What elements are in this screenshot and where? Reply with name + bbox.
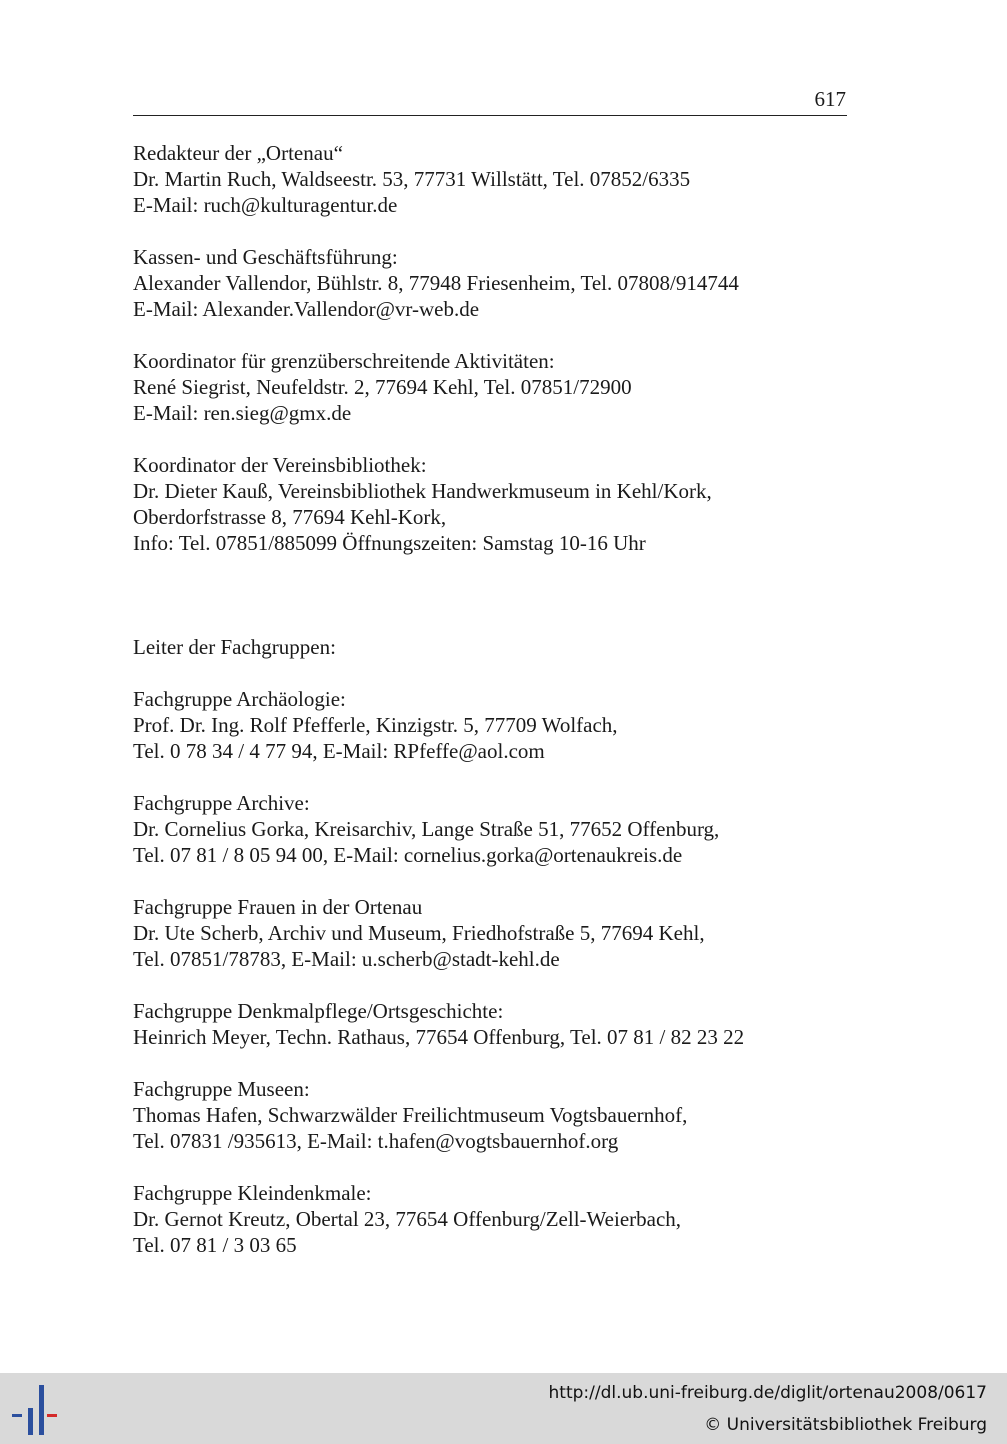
text-line: Tel. 07831 /935613, E-Mail: t.hafen@vogtsbauernhof.org xyxy=(133,1129,619,1153)
contact-block-treasury xyxy=(133,244,853,322)
text-line: E-Mail: ren.sieg@gmx.de xyxy=(133,401,352,425)
text-line: Fachgruppe Frauen in der Ortenau xyxy=(133,895,423,919)
contact-block-women xyxy=(133,894,853,972)
text-line: Fachgruppe Archäologie: xyxy=(133,687,346,711)
text-line: Dr. Gernot Kreutz, Obertal 23, 77654 Offenburg/Zell-Weierbach, xyxy=(133,1207,682,1231)
contact-block-editor xyxy=(133,140,853,218)
contact-block-crossborder xyxy=(133,348,853,426)
contact-block-museums xyxy=(133,1076,853,1154)
text-line: Dr. Dieter Kauß, Vereinsbibliothek Handwerkmuseum in Kehl/Kork, xyxy=(133,479,712,503)
text-line: E-Mail: ruch@kulturagentur.de xyxy=(133,193,398,217)
text-line: Redakteur der „Ortenau“ xyxy=(133,141,343,165)
contact-block-archives xyxy=(133,790,853,868)
text-line: Fachgruppe Museen: xyxy=(133,1077,310,1101)
text-line: E-Mail: Alexander.Vallendor@vr-web.de xyxy=(133,297,480,321)
header-rule xyxy=(133,115,847,116)
text-line: Fachgruppe Denkmalpflege/Ortsgeschichte: xyxy=(133,999,504,1023)
text-line: Prof. Dr. Ing. Rolf Pfefferle, Kinzigstr. 5, 77709 Wolfach, xyxy=(133,713,618,737)
text-line: Oberdorfstrasse 8, 77694 Kehl-Kork, xyxy=(133,505,447,529)
copyright-notice: © Universitätsbibliothek Freiburg xyxy=(704,1415,987,1435)
text-line: Kassen- und Geschäftsführung: xyxy=(133,245,398,269)
text-line: Koordinator der Vereinsbibliothek: xyxy=(133,453,427,477)
document-body xyxy=(133,140,853,1258)
contact-block-monuments xyxy=(133,998,853,1050)
text-line: Koordinator für grenzüberschreitende Aktivitäten: xyxy=(133,349,555,373)
text-line: Dr. Martin Ruch, Waldseestr. 53, 77731 Willstätt, Tel. 07852/6335 xyxy=(133,167,691,191)
text-line: Info: Tel. 07851/885099 Öffnungszeiten: Samstag 10-16 Uhr xyxy=(133,531,646,555)
text-line: Heinrich Meyer, Techn. Rathaus, 77654 Offenburg, Tel. 07 81 / 82 23 22 xyxy=(133,1025,745,1049)
text-line: Thomas Hafen, Schwarzwälder Freilichtmuseum Vogtsbauernhof, xyxy=(133,1103,688,1127)
text-line: Dr. Cornelius Gorka, Kreisarchiv, Lange Straße 51, 77652 Offenburg, xyxy=(133,817,720,841)
contact-block-archaeology xyxy=(133,686,853,764)
section-heading-groups xyxy=(133,634,853,660)
text-line: Dr. Ute Scherb, Archiv und Museum, Friedhofstraße 5, 77694 Kehl, xyxy=(133,921,705,945)
text-line: Tel. 07851/78783, E-Mail: u.scherb@stadt-kehl.de xyxy=(133,947,560,971)
footer-bar xyxy=(0,1373,1007,1444)
text-line: Leiter der Fachgruppen: xyxy=(133,635,336,659)
contact-block-library xyxy=(133,452,853,556)
source-url-link[interactable]: http://dl.ub.uni-freiburg.de/diglit/ortenau2008/0617 xyxy=(548,1383,987,1403)
text-line: Fachgruppe Kleindenkmale: xyxy=(133,1181,372,1205)
text-line: Alexander Vallendor, Bühlstr. 8, 77948 Friesenheim, Tel. 07808/914744 xyxy=(133,271,739,295)
text-line: Tel. 07 81 / 8 05 94 00, E-Mail: cornelius.gorka@ortenaukreis.de xyxy=(133,843,683,867)
text-line: Fachgruppe Archive: xyxy=(133,791,310,815)
contact-block-small-monuments xyxy=(133,1180,853,1258)
text-line: Tel. 0 78 34 / 4 77 94, E-Mail: RPfeffe@aol.com xyxy=(133,739,545,763)
text-line: René Siegrist, Neufeldstr. 2, 77694 Kehl, Tel. 07851/72900 xyxy=(133,375,632,399)
ub-freiburg-logo-icon xyxy=(12,1381,66,1437)
page-number: 617 xyxy=(814,87,846,111)
text-line: Tel. 07 81 / 3 03 65 xyxy=(133,1233,297,1257)
